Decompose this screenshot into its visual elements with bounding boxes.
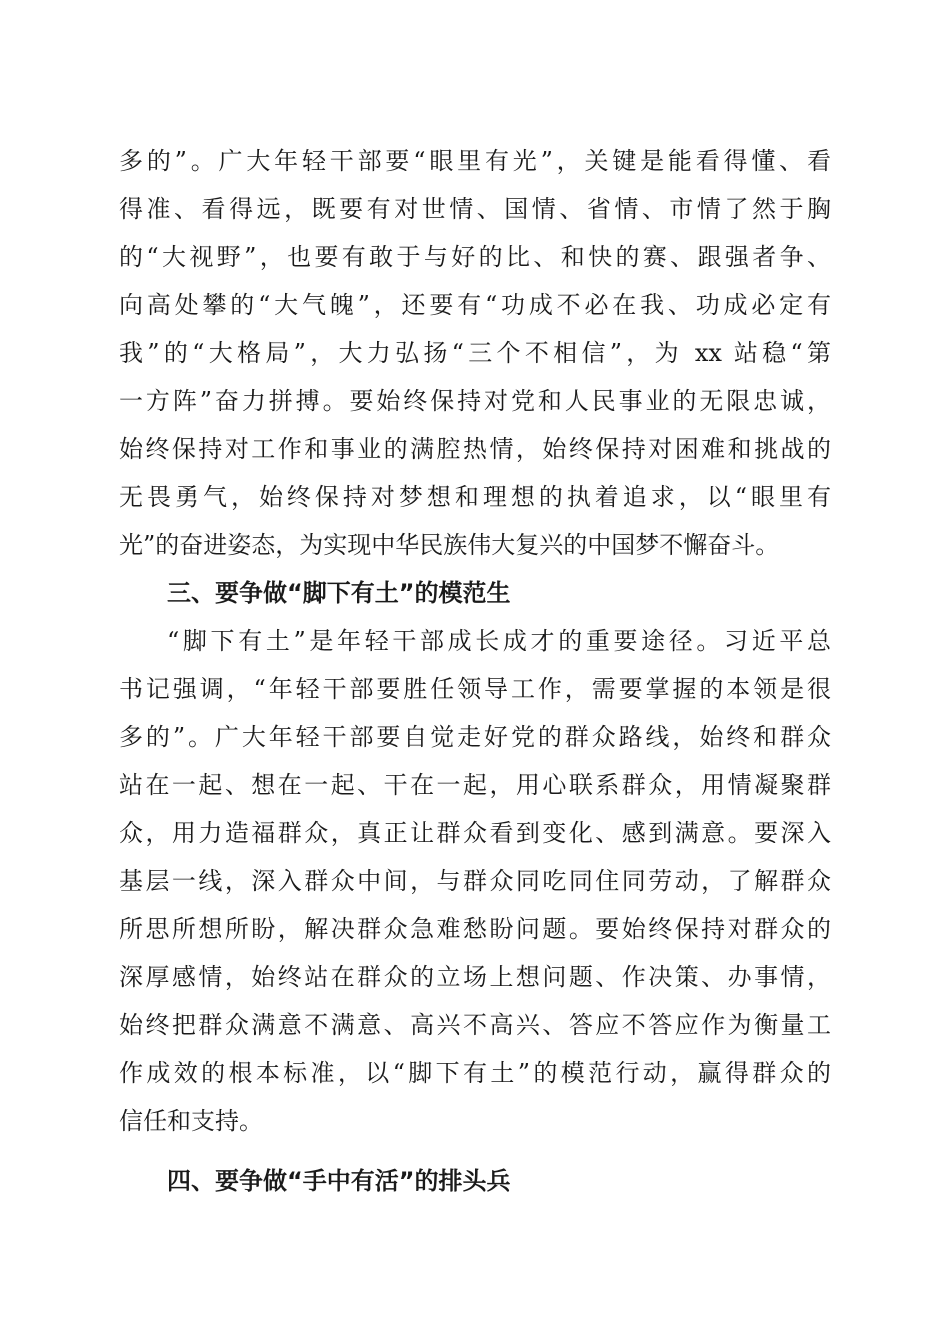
text-line: 得准、看得远，既要有对世情、国情、省情、市情了然于胸: [119, 195, 831, 223]
section-heading: 三、要争做“脚下有土”的模范生: [167, 579, 511, 607]
text-line: 书记强调，“年轻干部要胜任领导工作，需要掌握的本领是很: [119, 675, 831, 703]
text-line: “脚下有土”是年轻干部成长成才的重要途径。习近平总: [167, 627, 831, 655]
text-line: 众，用力造福群众，真正让群众看到变化、感到满意。要深入: [119, 819, 831, 847]
text-line: 作成效的根本标准，以“脚下有土”的模范行动，赢得群众的: [119, 1059, 831, 1087]
text-line: 始终把群众满意不满意、高兴不高兴、答应不答应作为衡量工: [119, 1011, 831, 1039]
text-line: 无畏勇气，始终保持对梦想和理想的执着追求，以“眼里有: [119, 483, 831, 511]
text-line: 光”的奋进姿态，为实现中华民族伟大复兴的中国梦不懈奋斗。: [119, 531, 780, 559]
text-line: 深厚感情，始终站在群众的立场上想问题、作决策、办事情，: [119, 963, 831, 991]
text-line: 信任和支持。: [119, 1107, 263, 1135]
section-heading: 四、要争做“手中有活”的排头兵: [167, 1167, 511, 1195]
text-line: 的“大视野”，也要有敢于与好的比、和快的赛、跟强者争、: [119, 243, 831, 271]
text-line: 多的”。广大年轻干部要自觉走好党的群众路线，始终和群众: [119, 723, 831, 751]
text-line: 基层一线，深入群众中间，与群众同吃同住同劳动，了解群众: [119, 867, 831, 895]
text-line: 向高处攀的“大气魄”，还要有“功成不必在我、功成必定有: [119, 291, 831, 319]
text-line: 多的”。广大年轻干部要“眼里有光”，关键是能看得懂、看: [119, 147, 831, 175]
text-line: 站在一起、想在一起、干在一起，用心联系群众，用情凝聚群: [119, 771, 831, 799]
text-line: 始终保持对工作和事业的满腔热情，始终保持对困难和挑战的: [119, 435, 831, 463]
text-line: 一方阵”奋力拼搏。要始终保持对党和人民事业的无限忠诚，: [119, 387, 831, 415]
text-line: 我”的“大格局”，大力弘扬“三个不相信”，为 xx 站稳“第: [119, 339, 831, 367]
text-line: 所思所想所盼，解决群众急难愁盼问题。要始终保持对群众的: [119, 915, 831, 943]
